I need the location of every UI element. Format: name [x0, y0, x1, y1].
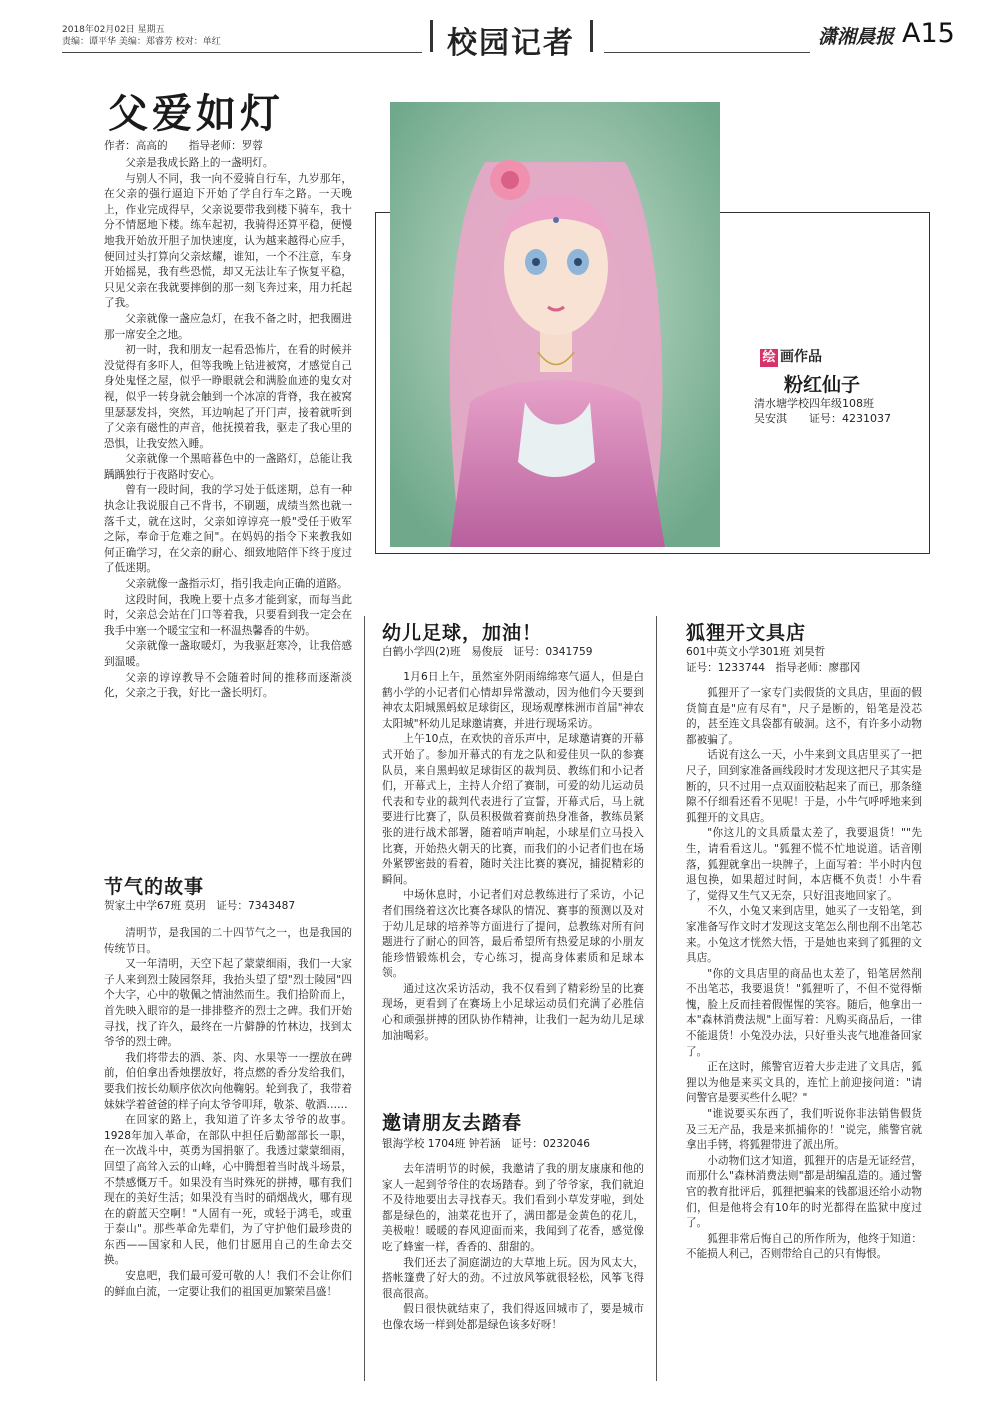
paragraph: 父亲是我成长路上的一盏明灯。: [125, 157, 274, 169]
issue-date: 2018年02月02日 星期五: [62, 25, 165, 35]
painting-illustration: [390, 102, 720, 547]
paragraph: 父亲就像一盏取暖灯，为我驱赶寒冷，让我倍感到温暖。: [104, 640, 352, 668]
paragraph: 不久，小兔又来到店里，她买了一支铅笔，到家准备写作文时才发现这支笔怎么削也削不出笔芯来。小兔这才恍然大悟，于是她也来到了狐狸的文具店。: [686, 905, 922, 965]
artwork-school: 清水塘学校四年级108班: [754, 397, 874, 410]
page-number: A15: [902, 18, 955, 49]
paragraph: 父亲就像一个黑暗暮色中的一盏路灯，总能让我踽踽独行于夜路时安心。: [104, 453, 352, 481]
article-body-fuai: [104, 156, 352, 702]
artwork-label-mark: 绘: [760, 349, 778, 367]
article-body-jieqi: [104, 926, 352, 1300]
article-byline-fuai: 作者：高高的 指导老师：罗蓉: [104, 140, 263, 152]
paragraph: 清明节，是我国的二十四节气之一，也是我国的传统节日。: [104, 927, 352, 955]
article-byline-football: 白鹤小学四(2)班 易俊辰 证号：0341759: [382, 646, 593, 658]
section-bar-right: [590, 20, 593, 52]
paragraph: 假日很快就结束了，我们得返回城市了，要是城市也像农场一样到处都是绿色该多好呀！: [382, 1303, 644, 1331]
header-rule-right: [604, 52, 810, 53]
article-body-spring: [382, 1162, 644, 1334]
paragraph: 狐狸开了一家专门卖假货的文具店，里面的假货简直是"应有尽有"，尺子是断的，铅笔是没芯的，甚至连文具袋都有破洞。这不，有许多小动物都被骗了。: [686, 687, 922, 746]
paragraph: 与别人不同，我一向不爱骑自行车，九岁那年，在父亲的强行逼迫下开始了学自行车之路。一天晚上，作业完成得早，父亲说要带我到楼下骑车，我十分不情愿地下楼。练车起初，我骑得还算平稳，便慢地我开始放开胆子加快速度，认为越来越得心应手，便回过头打算向父亲炫耀，谁知，一个不注意，车身开始摇晃，我有些恐慌，却又无法让车子恢复平稳，只见父亲在我就要摔倒的那一刻飞奔过来，用力托起了我。: [104, 172, 352, 310]
artwork-label-text: 画作品: [780, 349, 822, 365]
artwork-author: 吴安淇 证号：4231037: [754, 412, 891, 425]
paragraph: 通过这次采访活动，我不仅看到了精彩纷呈的比赛现场，更看到了在赛场上小足球运动员们充满了必胜信心和顽强拼搏的团队协作精神，让我们一起为幼儿足球加油喝彩。: [382, 982, 644, 1042]
paragraph: "谁说要买东西了，我们听说你非法销售假货及三无产品，我是来抓捕你的！"说完，熊警官就拿出手铐，将狐狸带进了派出所。: [686, 1108, 922, 1152]
column-divider-left: [364, 616, 365, 1381]
article-title-fox: 狐狸开文具店: [686, 622, 807, 644]
paragraph: 话说有这么一天，小牛来到文具店里买了一把尺子，回到家准备画线段时才发现这把尺子其实是断的，只不过用一点双面胶粘起来了而已，那条缝隙不仔细看还看不见呢！于是，小牛气呼呼地来到狐狸开的文具店。: [686, 749, 922, 824]
paragraph: 初一时，我和朋友一起看恐怖片，在看的时候并没觉得有多吓人，但等我晚上钻进被窝，才感觉自己身处鬼怪之屋，似乎一睁眼就会和满脸血迹的鬼女对视，似乎一转身就会触到一个冰凉的背脊，我在被窝里瑟瑟发抖，突然，耳边响起了开门声，接着就听到了父亲有磁性的声音，他抚摸着我，驱走了我心里的恐惧，让我安然入睡。: [104, 344, 352, 450]
section-bar-left: [430, 20, 433, 52]
article-body-fox: [686, 686, 922, 1263]
painting-pink-fairy: [390, 102, 720, 547]
paragraph: 这段时间，我晚上要十点多才能到家，而每当此时，父亲总会站在门口等着我，只要看到我一定会在我手中塞一个暖宝宝和一杯温热馨香的牛奶。: [104, 593, 352, 637]
newspaper-logo: 潇湘晨报: [818, 26, 895, 48]
paragraph: "你的文具店里的商品也太差了，铅笔居然削不出笔芯，我要退货！"狐狸听了，不但不觉得惭愧，脸上反而挂着假惺惺的笑容。随后，他拿出一本"森林消费法规"上面写着：凡购买商品后，一律不能退货！小兔没办法，只好垂头丧气地准备回家了。: [686, 967, 922, 1058]
paragraph: 父亲就像一盏指示灯，指引我走向正确的道路。: [125, 578, 348, 591]
paragraph: 父亲的谆谆教导不会随着时间的推移而逐渐淡化，父亲之于我，好比一盏长明灯。: [104, 671, 352, 700]
paragraph: 正在这时，熊警官迈着大步走进了文具店，狐狸以为他是来买文具的，连忙上前迎接问道："请问警官是要买些什么呢？": [686, 1061, 922, 1105]
paragraph: 我们将带去的酒、茶、肉、水果等一一摆放在碑前，伯伯拿出香烛摆放好，将点燃的香分发给我们，要我们按长幼顺序依次向他鞠躬。轮到我了，我带着妹妹学着爸爸的样子向太爷爷叩拜，敬茶、敬酒……: [104, 1051, 352, 1111]
paragraph: 中场休息时，小记者们对总教练进行了采访，小记者们围绕着这次比赛各球队的情况、赛事的预测以及对于幼儿足球的培养等方面进行了提问，总教练对所有问题进行了耐心的回答，最后希望所有热爱足球的小朋友能珍惜锻炼机会，专心练习，提高身体素质和足球本领。: [382, 889, 644, 980]
article-byline-fox-2: 证号：1233744 指导老师：廖郡冈: [686, 662, 861, 674]
artwork-category-label: [760, 346, 822, 367]
masthead-meta: [62, 24, 221, 48]
article-title-spring: 邀请朋友去踏春: [382, 1112, 523, 1134]
editor-credits: 责编：谭平华 美编：郑睿芳 校对：单红: [62, 37, 221, 47]
article-title-football: 幼儿足球，加油！: [382, 622, 543, 644]
paragraph: 安息吧，我们最可爱可敬的人！我们不会让你们的鲜血白流，一定要让我们的祖国更加繁荣昌盛！: [104, 1270, 352, 1298]
paragraph: 上午10点，在欢快的音乐声中，足球邀请赛的开幕式开始了。参加开幕式的有龙之队和爱佳贝一队的参赛队员，来自黑蚂蚁足球街区的裁判员、教练们和小记者们，开幕式上，主持人介绍了赛制，可爱的幼儿运动员代表和专业的裁判代表进行了宣誓，开幕式后，马上就要进行比赛了，队员积极做着赛前热身准备，教练员紧张的进行战术部署，随着哨声响起，小球星们立马投入比赛，开始热火朝天的比赛，而我们的小记者们也在场外紧锣密鼓的看着，随时关注比赛的赛况，捕捉精彩的瞬间。: [382, 733, 644, 886]
paragraph: 我们还去了洞庭湖边的大草地上玩。因为风太大，搭帐篷费了好大的劲。不过放风筝就很轻松，风筝飞得很高很高。: [382, 1256, 644, 1300]
paragraph: 小动物们这才知道，狐狸开的店是无证经营，而那什么"森林消费法则"都是胡编乱造的。通过警官的教育批评后，狐狸把骗来的钱都退还给小动物们，但是他将会有10年的时光都得在监狱中度过了。: [686, 1154, 922, 1230]
paragraph: 去年清明节的时候，我邀请了我的朋友康康和他的家人一起到爷爷住的农场踏春。到了爷爷家，我们就迫不及待地要出去寻找春天。我们看到小草发芽啦，到处都是绿色的，油菜花也开了，满田都是金黄色的花儿，美极啦！暖暖的春风迎面而来，我闻到了花香，感觉像吃了蜂蜜一样，香香的、甜甜的。: [382, 1163, 644, 1253]
paragraph: 1月6日上午，虽然室外阴雨绵绵寒气逼人，但是白鹤小学的小记者们心情却异常激动，因为他们今天要到神农太阳城黑蚂蚁足球街区，现场观摩株洲市首届"神农太阳城"杯幼儿足球邀请赛，并进行现场采访。: [382, 671, 644, 730]
paragraph: 又一年清明，天空下起了蒙蒙细雨，我们一大家子人来到烈士陵园祭拜，我抬头望了望"烈士陵园"四个大字，心中的敬佩之情油然而生。我们拾阶而上，首先映入眼帘的是一排排整齐的烈士之碑。我们开始寻找，找了许久，最终在一片僻静的竹林边，找到太爷爷的烈士碑。: [104, 958, 352, 1049]
article-byline-fox: 601中英文小学301班 刘昊哲: [686, 646, 826, 658]
artwork-credits: [754, 396, 891, 426]
paragraph: 曾有一段时间，我的学习处于低迷期，总有一种执念让我说服自己不背书，不刷题，成绩当然也就一落千丈，就在这时，父亲如谆谆亮一般"受任于败军之际，奉命于危难之间"。在妈妈的指令下来教我如何正确学习，在父亲的耐心、细致地陪伴下终于度过了低迷期。: [104, 484, 352, 575]
column-divider-right: [656, 616, 657, 1381]
paragraph: 狐狸非常后悔自己的所作所为，他终于知道：不能损人利己，否则带给自己的只有悔恨。: [686, 1232, 922, 1261]
article-byline-spring: 银海学校 1704班 钟若涵 证号：0232046: [382, 1138, 590, 1150]
article-byline-jieqi: 贺家土中学67班 莫玥 证号：7343487: [104, 900, 296, 912]
article-title-fuai: 父爱如灯: [108, 90, 284, 137]
paragraph: "你这儿的文具质量太差了，我要退货！""先生，请看看这儿。"狐狸不慌不忙地说道。话音刚落，狐狸就拿出一块牌子，上面写着：半小时内包退包换，如果超过时间，本店概不负责！小牛看了，觉得又生气又无奈，只好沮丧地回家了。: [686, 827, 922, 902]
paragraph: 父亲就像一盏应急灯，在我不备之时，把我圈进那一席安全之地。: [104, 312, 352, 341]
article-title-jieqi: 节气的故事: [104, 876, 205, 898]
header-rule-left: [62, 52, 422, 53]
article-body-football: [382, 670, 644, 1044]
paragraph: 在回家的路上，我知道了许多太爷爷的故事。1928年加入革命，在部队中担任后勤部部长一职，在一次战斗中，英勇为国捐躯了。我透过蒙蒙细雨，回望了高耸入云的山峰，心中腾想着当时战斗场景，不禁感慨万千。如果没有当时殊死的拼搏，哪有我们现在的美好生活；如果没有当时的硝烟战火，哪有现在的蔚蓝天空啊！"人固有一死，或轻于鸿毛，或重于泰山"。那些革命先辈们，为了守护他们最珍贵的东西——国家和人民，他们甘愿用自己的生命去交换。: [104, 1114, 352, 1267]
section-title: 校园记者: [447, 26, 575, 61]
artwork-title: 粉红仙子: [784, 374, 861, 396]
